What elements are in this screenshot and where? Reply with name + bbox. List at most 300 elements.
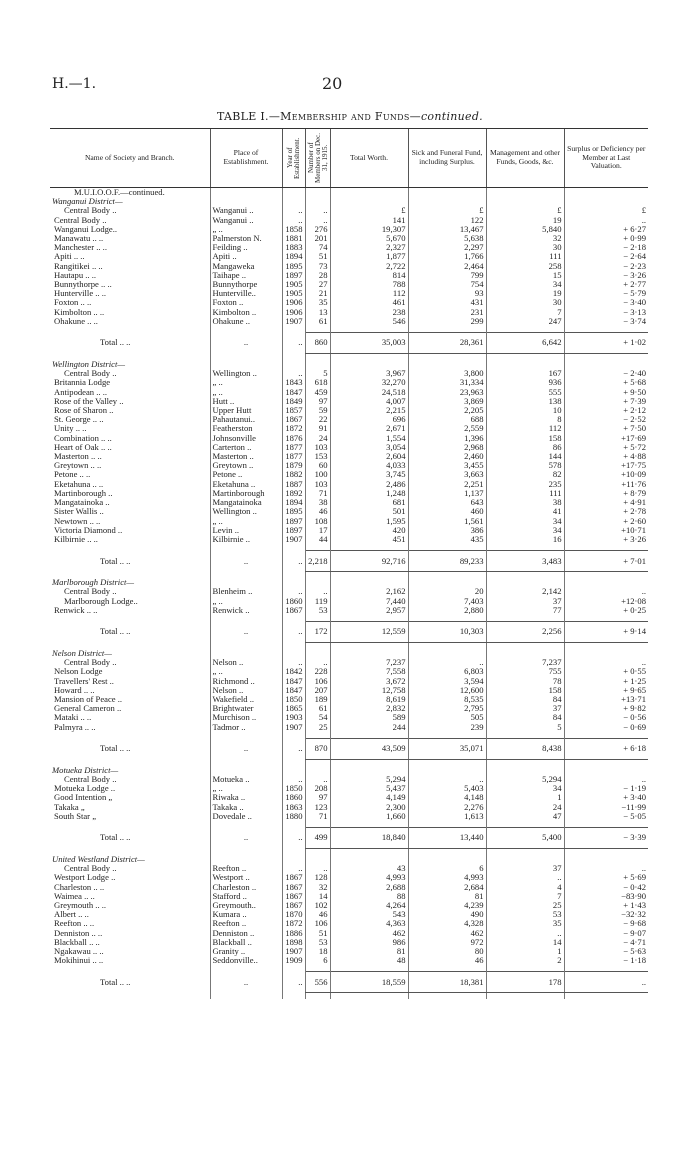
cell-management: 555 [486, 388, 564, 397]
branch-row [50, 658, 648, 667]
col-header-members-text: Number of Members on Dec. 31, 1915. [306, 133, 329, 183]
cell-name: Denniston .. .. [54, 928, 103, 938]
cell-management: 30 [486, 243, 564, 252]
cell-year: 1857 [282, 406, 305, 415]
cell-members: 35 [305, 298, 330, 307]
branch-row [50, 271, 648, 280]
cell-sick-fund: 2,297 [408, 243, 486, 252]
cell-management: 2,142 [486, 587, 564, 596]
cell-year: .. [282, 333, 305, 354]
cell-name: Westport Lodge .. [54, 873, 116, 883]
cell-name: Britannia Lodge [54, 378, 111, 388]
empty-cell [210, 188, 282, 198]
cell-place: Kimbolton .. [210, 308, 282, 317]
table-title-rest: —Membership and Funds— [268, 110, 421, 123]
cell-surplus: −11·99 [564, 803, 648, 812]
cell-name: Victoria Diamond .. [54, 525, 123, 535]
cell-management: 258 [486, 262, 564, 271]
cell-sick-fund: 13,440 [408, 827, 486, 848]
district-name: Wellington District— [52, 360, 125, 370]
cell-members: 25 [305, 723, 330, 732]
cell-members: 74 [305, 243, 330, 252]
cell-management: 37 [486, 597, 564, 606]
cell-management: 111 [486, 252, 564, 261]
cell-place: Wellington .. [210, 507, 282, 516]
district-heading-row [50, 766, 648, 775]
cell-members: 38 [305, 498, 330, 507]
cell-sick-fund: 89,233 [408, 551, 486, 572]
cell-members: 123 [305, 803, 330, 812]
cell-place: Murchison .. [210, 713, 282, 722]
cell-name: Mataki .. .. [54, 713, 92, 723]
cell-place: Ohakune .. [210, 317, 282, 326]
cell-management: 158 [486, 686, 564, 695]
cell-name: General Cameron .. [54, 704, 122, 714]
cell-members: 459 [305, 388, 330, 397]
cell-sick-fund: 18,381 [408, 972, 486, 993]
cell-name: Masterton .. .. [54, 452, 102, 462]
empty-cell [282, 197, 305, 206]
branch-row [50, 378, 648, 387]
empty-cell [305, 578, 330, 587]
cell-management: 7,237 [486, 658, 564, 667]
cell-place: Apiti .. [210, 252, 282, 261]
cell-name: Central Body .. [64, 369, 117, 379]
empty-cell [305, 360, 330, 369]
cell-management: 158 [486, 434, 564, 443]
cell-surplus: + 6·18 [564, 738, 648, 759]
cell-year: 1892 [282, 489, 305, 498]
cell-name: Howard .. .. [54, 685, 95, 695]
cell-members: 870 [305, 738, 330, 759]
cell-name: Reefton .. .. [54, 919, 95, 929]
cell-name: Renwick .. .. [54, 605, 98, 615]
cell-management: 25 [486, 901, 564, 910]
cell-place: Greytown .. [210, 461, 282, 470]
cell-year: .. [282, 206, 305, 215]
cell-total-worth: £ [330, 206, 408, 215]
cell-management: 34 [486, 517, 564, 526]
empty-cell [305, 766, 330, 775]
cell-sick-fund: 2,795 [408, 704, 486, 713]
col-header-surplus: Surplus or Deficiency per Member at Last Valuation. [564, 129, 648, 188]
cell-management: 34 [486, 280, 564, 289]
branch-row [50, 424, 648, 433]
cell-name: Central Body .. [64, 206, 117, 216]
cell-members: 71 [305, 489, 330, 498]
cell-surplus: − 5·05 [564, 812, 648, 821]
cell-members: 51 [305, 929, 330, 938]
cell-name: Foxton .. .. [54, 298, 92, 308]
cell-sick-fund: 2,968 [408, 443, 486, 452]
cell-members: 119 [305, 597, 330, 606]
cell-total-worth: 2,215 [330, 406, 408, 415]
col-header-total-worth: Total Worth. [330, 129, 408, 188]
cell-surplus: − 1·19 [564, 784, 648, 793]
empty-cell [408, 649, 486, 658]
empty-cell [486, 855, 564, 864]
branch-row [50, 289, 648, 298]
empty-cell [210, 197, 282, 206]
cell-name: Petone .. .. [54, 470, 91, 480]
cell-place: Seddonville.. [210, 956, 282, 965]
cell-members: .. [305, 864, 330, 873]
cell-surplus: −83·90 [564, 892, 648, 901]
branch-row [50, 793, 648, 802]
cell-place: Martinborough [210, 489, 282, 498]
cell-surplus: + 2·78 [564, 507, 648, 516]
cell-name: Total .. .. [100, 337, 131, 348]
cell-place: Blenheim .. [210, 587, 282, 596]
cell-management: 5,400 [486, 827, 564, 848]
cell-total-worth: 4,149 [330, 793, 408, 802]
cell-total-worth: 4,007 [330, 397, 408, 406]
cell-name: Good Intention „ [54, 793, 113, 803]
cell-total-worth: 18,840 [330, 827, 408, 848]
cell-year: .. [282, 621, 305, 642]
society-name: M.U.I.O.O.F.—continued. [74, 187, 165, 197]
empty-cell [408, 188, 486, 198]
branch-row [50, 713, 648, 722]
branch-row [50, 443, 648, 452]
empty-cell [564, 766, 648, 775]
total-row [50, 333, 648, 354]
cell-members: 18 [305, 947, 330, 956]
cell-place: Masterton .. [210, 452, 282, 461]
cell-members: .. [305, 206, 330, 215]
branch-row [50, 225, 648, 234]
cell-sick-fund: 1,137 [408, 489, 486, 498]
cell-total-worth: 2,486 [330, 480, 408, 489]
empty-cell [486, 197, 564, 206]
cell-surplus: + 1·25 [564, 677, 648, 686]
cell-sick-fund: 8,535 [408, 695, 486, 704]
cell-name: Total .. .. [100, 626, 131, 637]
empty-cell [408, 578, 486, 587]
cell-management: 84 [486, 713, 564, 722]
cell-name: Combination .. .. [54, 433, 112, 443]
cell-name: Marlborough Lodge.. [64, 596, 138, 606]
empty-cell [282, 360, 305, 369]
cell-surplus: − 2·64 [564, 252, 648, 261]
cell-management: 37 [486, 864, 564, 873]
branch-row [50, 489, 648, 498]
cell-members: 276 [305, 225, 330, 234]
cell-total-worth: 19,307 [330, 225, 408, 234]
cell-year: 1867 [282, 415, 305, 424]
cell-members: 106 [305, 677, 330, 686]
cell-members: 14 [305, 892, 330, 901]
cell-management: 77 [486, 606, 564, 615]
district-name: Marlborough District— [52, 578, 135, 588]
cell-total-worth: 141 [330, 216, 408, 225]
cell-members: 556 [305, 972, 330, 993]
cell-place: .. [210, 551, 282, 572]
cell-sick-fund: 460 [408, 507, 486, 516]
cell-surplus: +11·76 [564, 480, 648, 489]
cell-members: 499 [305, 827, 330, 848]
cell-name: Ohakune .. .. [54, 316, 98, 326]
cell-surplus: + 5·72 [564, 443, 648, 452]
cell-year: 1860 [282, 597, 305, 606]
cell-management: 7 [486, 892, 564, 901]
cell-place: Palmerston N. [210, 234, 282, 243]
cell-year: 1879 [282, 461, 305, 470]
cell-year: .. [282, 738, 305, 759]
empty-cell [486, 578, 564, 587]
cell-members: 13 [305, 308, 330, 317]
cell-surplus: + 9·14 [564, 621, 648, 642]
col-header-year [282, 129, 305, 188]
cell-management: 34 [486, 526, 564, 535]
cell-total-worth: 1,554 [330, 434, 408, 443]
cell-management: 144 [486, 452, 564, 461]
branch-row [50, 956, 648, 965]
cell-members: 60 [305, 461, 330, 470]
cell-total-worth: 2,162 [330, 587, 408, 596]
col-header-members [305, 129, 330, 188]
cell-total-worth: 12,559 [330, 621, 408, 642]
cell-name: Travellers' Rest .. [54, 676, 114, 686]
cell-total-worth: 7,440 [330, 597, 408, 606]
cell-surplus: +17·75 [564, 461, 648, 470]
branch-row [50, 308, 648, 317]
table-title [0, 110, 700, 123]
document-code: H.—1. [52, 76, 97, 92]
cell-sick-fund: .. [408, 775, 486, 784]
cell-members: 91 [305, 424, 330, 433]
branch-row [50, 901, 648, 910]
cell-year: 1867 [282, 901, 305, 910]
cell-place: Reefton .. [210, 919, 282, 928]
table-title-main: TABLE I. [217, 110, 269, 123]
cell-total-worth: 986 [330, 938, 408, 947]
cell-total-worth: 501 [330, 507, 408, 516]
cell-sick-fund: 12,600 [408, 686, 486, 695]
cell-sick-fund: 28,361 [408, 333, 486, 354]
cell-members: 54 [305, 713, 330, 722]
cell-sick-fund: 46 [408, 956, 486, 965]
cell-total-worth: 238 [330, 308, 408, 317]
cell-total-worth: 788 [330, 280, 408, 289]
cell-place: Hutt .. [210, 397, 282, 406]
cell-place: Charleston .. [210, 883, 282, 892]
cell-name: St. George .. .. [54, 415, 104, 425]
cell-year: 1909 [282, 956, 305, 965]
cell-members: 24 [305, 434, 330, 443]
cell-place: Mangatainoka [210, 498, 282, 507]
district-heading-row [50, 360, 648, 369]
cell-name: Kilbirnie .. .. [54, 534, 98, 544]
cell-name: Palmyra .. .. [54, 722, 96, 732]
spacer-cell [305, 993, 330, 1000]
branch-row [50, 883, 648, 892]
cell-management: 38 [486, 498, 564, 507]
cell-members: 44 [305, 535, 330, 544]
cell-members: 22 [305, 415, 330, 424]
branch-row [50, 526, 648, 535]
cell-year: 1867 [282, 606, 305, 615]
cell-year: .. [282, 864, 305, 873]
cell-management: 32 [486, 234, 564, 243]
empty-cell [305, 188, 330, 198]
cell-members: 207 [305, 686, 330, 695]
cell-management: 8,438 [486, 738, 564, 759]
cell-surplus: − 2·18 [564, 243, 648, 252]
cell-year: 1867 [282, 892, 305, 901]
cell-management: 112 [486, 424, 564, 433]
empty-cell [210, 766, 282, 775]
cell-total-worth: 5,294 [330, 775, 408, 784]
cell-year: 1876 [282, 434, 305, 443]
cell-surplus: − 9·68 [564, 919, 648, 928]
spacer-cell [408, 993, 486, 1000]
cell-members: 17 [305, 526, 330, 535]
cell-name: Antipodean .. .. [54, 387, 107, 397]
cell-management: 53 [486, 910, 564, 919]
cell-surplus: + 3·26 [564, 535, 648, 544]
cell-management: 235 [486, 480, 564, 489]
branch-row [50, 452, 648, 461]
cell-surplus: + 2·12 [564, 406, 648, 415]
cell-sick-fund: 122 [408, 216, 486, 225]
cell-total-worth: 696 [330, 415, 408, 424]
cell-year: 1863 [282, 803, 305, 812]
empty-cell [305, 197, 330, 206]
branch-row [50, 262, 648, 271]
cell-management: 14 [486, 938, 564, 947]
cell-year: 1883 [282, 243, 305, 252]
cell-name: Kimbolton .. .. [54, 307, 105, 317]
empty-cell [408, 766, 486, 775]
cell-members: 6 [305, 956, 330, 965]
spacer-cell [210, 993, 282, 1000]
cell-members: .. [305, 216, 330, 225]
cell-place: Motueka .. [210, 775, 282, 784]
cell-name: Rose of Sharon .. [54, 406, 114, 416]
branch-row [50, 597, 648, 606]
cell-total-worth: 18,559 [330, 972, 408, 993]
cell-total-worth: 461 [330, 298, 408, 307]
empty-cell [330, 360, 408, 369]
empty-cell [564, 188, 648, 198]
cell-surplus: −32·32 [564, 910, 648, 919]
cell-name: Mokihinui .. .. [54, 956, 104, 966]
branch-row [50, 498, 648, 507]
cell-year: 1849 [282, 397, 305, 406]
cell-year: 1903 [282, 713, 305, 722]
cell-members: 860 [305, 333, 330, 354]
branch-row [50, 243, 648, 252]
cell-year: 1877 [282, 452, 305, 461]
branch-row [50, 234, 648, 243]
cell-management: 35 [486, 919, 564, 928]
cell-place: Levin .. [210, 526, 282, 535]
cell-surplus: − 2·52 [564, 415, 648, 424]
cell-total-worth: 420 [330, 526, 408, 535]
cell-place: Reefton .. [210, 864, 282, 873]
cell-total-worth: 112 [330, 289, 408, 298]
cell-year: 1867 [282, 873, 305, 882]
cell-place: Tadmor .. [210, 723, 282, 732]
district-heading-row [50, 197, 648, 206]
cell-year: 1897 [282, 517, 305, 526]
cell-members: 32 [305, 883, 330, 892]
branch-row [50, 910, 648, 919]
cell-sick-fund: 10,303 [408, 621, 486, 642]
cell-year: 1897 [282, 526, 305, 535]
district-heading-row [50, 649, 648, 658]
cell-total-worth: 2,688 [330, 883, 408, 892]
cell-name: Central Body .. [54, 215, 107, 225]
cell-year: 1847 [282, 686, 305, 695]
cell-place: Wakefield .. [210, 695, 282, 704]
branch-row [50, 947, 648, 956]
cell-members: 228 [305, 667, 330, 676]
cell-management: 247 [486, 317, 564, 326]
cell-members: 59 [305, 406, 330, 415]
cell-sick-fund: 2,251 [408, 480, 486, 489]
table-title-continued: continued. [420, 110, 483, 123]
cell-sick-fund: 20 [408, 587, 486, 596]
cell-total-worth: 4,363 [330, 919, 408, 928]
cell-sick-fund: 4,148 [408, 793, 486, 802]
cell-name: Total .. .. [100, 555, 131, 566]
cell-year: 1907 [282, 947, 305, 956]
branch-row [50, 677, 648, 686]
branch-row [50, 480, 648, 489]
cell-year: 1847 [282, 388, 305, 397]
cell-year: 1870 [282, 910, 305, 919]
cell-name: Nelson Lodge [54, 667, 103, 677]
cell-sick-fund: 231 [408, 308, 486, 317]
cell-management: 19 [486, 289, 564, 298]
cell-surplus: +10·71 [564, 526, 648, 535]
cell-management: £ [486, 206, 564, 215]
cell-name: Eketahuna .. .. [54, 479, 104, 489]
cell-place: Riwaka .. [210, 793, 282, 802]
cell-surplus: +10·09 [564, 470, 648, 479]
col-header-place: Place of Establishment. [210, 129, 282, 188]
cell-total-worth: 1,660 [330, 812, 408, 821]
cell-sick-fund: 431 [408, 298, 486, 307]
cell-surplus: + 7·50 [564, 424, 648, 433]
table-body [50, 188, 648, 1000]
cell-surplus: .. [564, 658, 648, 667]
cell-place: Nelson .. [210, 658, 282, 667]
cell-management: 1 [486, 793, 564, 802]
cell-sick-fund: 6,803 [408, 667, 486, 676]
cell-sick-fund: 3,869 [408, 397, 486, 406]
empty-cell [564, 197, 648, 206]
cell-year: .. [282, 587, 305, 596]
district-heading-row [50, 578, 648, 587]
cell-year: .. [282, 775, 305, 784]
membership-funds-table [50, 128, 648, 999]
branch-row [50, 892, 648, 901]
cell-year: 1905 [282, 280, 305, 289]
district-heading-row [50, 855, 648, 864]
cell-surplus: + 7·39 [564, 397, 648, 406]
cell-surplus: .. [564, 216, 648, 225]
cell-surplus: + 3·40 [564, 793, 648, 802]
cell-year: 1907 [282, 723, 305, 732]
cell-total-worth: 3,745 [330, 470, 408, 479]
cell-surplus: − 0·42 [564, 883, 648, 892]
cell-sick-fund: 972 [408, 938, 486, 947]
cell-year: 1886 [282, 929, 305, 938]
branch-row [50, 919, 648, 928]
